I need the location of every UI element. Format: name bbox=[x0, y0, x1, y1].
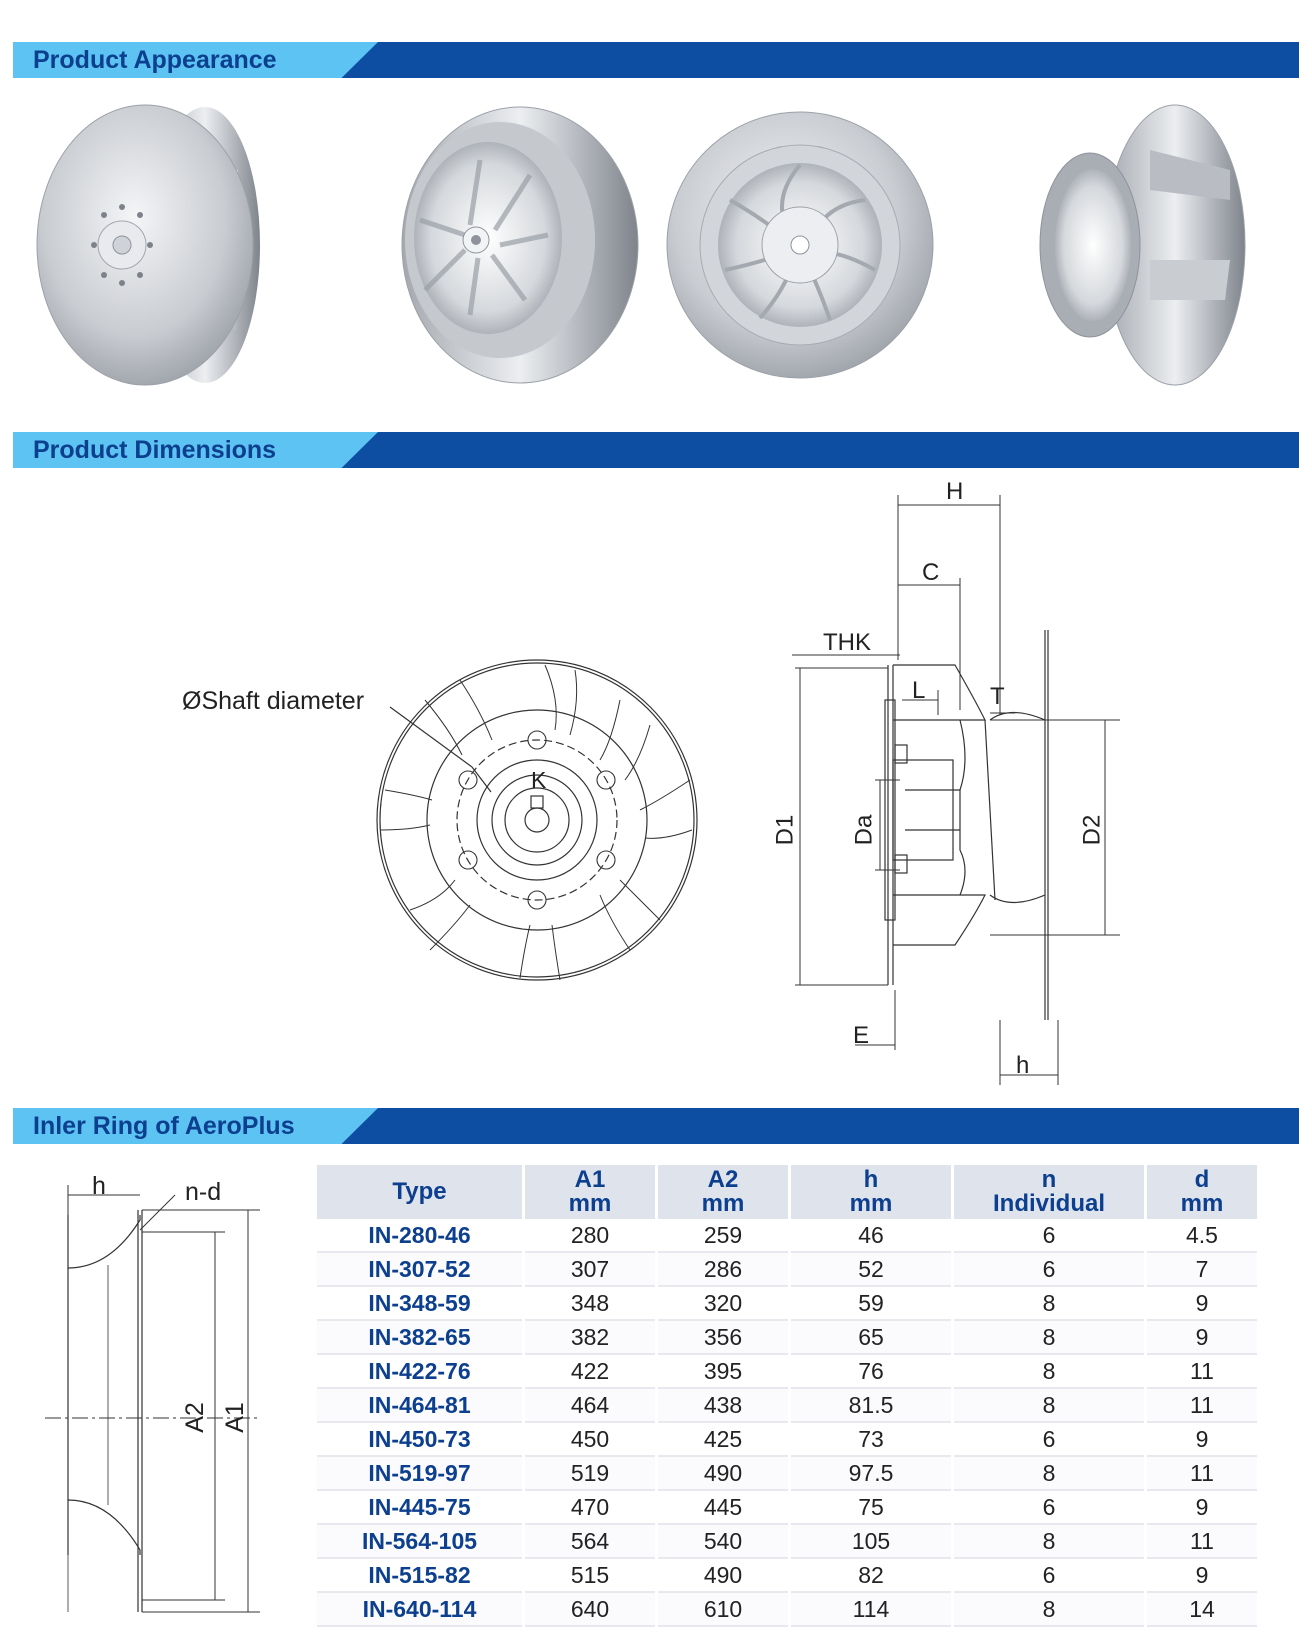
label-K: K bbox=[531, 767, 547, 793]
table-row bbox=[317, 1491, 1257, 1525]
cell-d: 11 bbox=[1147, 1389, 1257, 1423]
section-header-appearance bbox=[13, 42, 1299, 78]
cell-type: IN-280-46 bbox=[317, 1219, 522, 1253]
cell-a2: 610 bbox=[658, 1593, 788, 1627]
impeller-photo-front bbox=[667, 112, 933, 378]
cell-type: IN-307-52 bbox=[317, 1253, 522, 1287]
table-row bbox=[317, 1355, 1257, 1389]
cell-a2: 445 bbox=[658, 1491, 788, 1525]
cell-h: 114 bbox=[791, 1593, 951, 1627]
table-row bbox=[317, 1389, 1257, 1423]
inlet-ring-spec-table bbox=[314, 1165, 1260, 1627]
cell-n: 6 bbox=[954, 1559, 1144, 1593]
cell-a1: 307 bbox=[525, 1253, 655, 1287]
section-header-dimensions bbox=[13, 432, 1299, 468]
table-row bbox=[317, 1457, 1257, 1491]
label-THK: THK bbox=[823, 629, 871, 656]
header-type: Type bbox=[317, 1165, 522, 1219]
cell-n: 8 bbox=[954, 1355, 1144, 1389]
section-title: Product Appearance bbox=[33, 46, 277, 74]
cell-h: 59 bbox=[791, 1287, 951, 1321]
cell-d: 9 bbox=[1147, 1423, 1257, 1457]
cell-d: 14 bbox=[1147, 1593, 1257, 1627]
cell-type: IN-640-114 bbox=[317, 1593, 522, 1627]
table-row bbox=[317, 1423, 1257, 1457]
table-row bbox=[317, 1253, 1257, 1287]
cell-a1: 348 bbox=[525, 1287, 655, 1321]
cell-n: 6 bbox=[954, 1423, 1144, 1457]
impeller-photo-back bbox=[37, 105, 260, 385]
side-section-drawing bbox=[792, 495, 1120, 1085]
cell-a1: 422 bbox=[525, 1355, 655, 1389]
table-row bbox=[317, 1219, 1257, 1253]
cell-type: IN-464-81 bbox=[317, 1389, 522, 1423]
cell-a2: 356 bbox=[658, 1321, 788, 1355]
cell-n: 6 bbox=[954, 1219, 1144, 1253]
label-H: H bbox=[946, 478, 964, 505]
cell-h: 75 bbox=[791, 1491, 951, 1525]
cell-type: IN-519-97 bbox=[317, 1457, 522, 1491]
cell-d: 4.5 bbox=[1147, 1219, 1257, 1253]
cell-d: 7 bbox=[1147, 1253, 1257, 1287]
cell-a2: 438 bbox=[658, 1389, 788, 1423]
cell-h: 46 bbox=[791, 1219, 951, 1253]
label-h: h bbox=[1016, 1052, 1030, 1079]
cell-d: 9 bbox=[1147, 1287, 1257, 1321]
cell-type: IN-422-76 bbox=[317, 1355, 522, 1389]
cell-a1: 564 bbox=[525, 1525, 655, 1559]
cell-type: IN-348-59 bbox=[317, 1287, 522, 1321]
table-row bbox=[317, 1321, 1257, 1355]
cell-a1: 515 bbox=[525, 1559, 655, 1593]
cell-d: 9 bbox=[1147, 1559, 1257, 1593]
cell-n: 6 bbox=[954, 1253, 1144, 1287]
front-view-drawing bbox=[377, 660, 697, 980]
cell-d: 9 bbox=[1147, 1321, 1257, 1355]
label-Da: Da bbox=[850, 814, 878, 846]
label-D2: D2 bbox=[1078, 814, 1106, 846]
ring-label-h: h bbox=[92, 1172, 106, 1200]
cell-type: IN-515-82 bbox=[317, 1559, 522, 1593]
table-row bbox=[317, 1287, 1257, 1321]
cell-a1: 519 bbox=[525, 1457, 655, 1491]
cell-a2: 490 bbox=[658, 1457, 788, 1491]
section-title: Product Dimensions bbox=[33, 436, 277, 464]
header-h: h mm bbox=[791, 1165, 951, 1219]
inlet-ring-drawing bbox=[45, 1185, 260, 1612]
table-row bbox=[317, 1559, 1257, 1593]
cell-h: 82 bbox=[791, 1559, 951, 1593]
table-body bbox=[317, 1219, 1257, 1627]
cell-type: IN-382-65 bbox=[317, 1321, 522, 1355]
cell-n: 8 bbox=[954, 1389, 1144, 1423]
header-a2: A2 mm bbox=[658, 1165, 788, 1219]
cell-n: 8 bbox=[954, 1593, 1144, 1627]
cell-a2: 320 bbox=[658, 1287, 788, 1321]
header-n: n Individual bbox=[954, 1165, 1144, 1219]
cell-a1: 450 bbox=[525, 1423, 655, 1457]
cell-h: 73 bbox=[791, 1423, 951, 1457]
cell-n: 6 bbox=[954, 1491, 1144, 1525]
label-D1: D1 bbox=[771, 814, 799, 846]
cell-a2: 259 bbox=[658, 1219, 788, 1253]
cell-a2: 425 bbox=[658, 1423, 788, 1457]
cell-type: IN-450-73 bbox=[317, 1423, 522, 1457]
cell-d: 11 bbox=[1147, 1525, 1257, 1559]
table-header-row bbox=[317, 1165, 1257, 1219]
label-C: C bbox=[922, 559, 940, 586]
label-E: E bbox=[853, 1022, 870, 1049]
cell-a2: 286 bbox=[658, 1253, 788, 1287]
section-title: Inler Ring of AeroPlus bbox=[33, 1112, 295, 1140]
cell-a2: 540 bbox=[658, 1525, 788, 1559]
cell-a2: 395 bbox=[658, 1355, 788, 1389]
cell-a1: 280 bbox=[525, 1219, 655, 1253]
cell-type: IN-564-105 bbox=[317, 1525, 522, 1559]
cell-n: 8 bbox=[954, 1321, 1144, 1355]
impeller-photo-inlet bbox=[402, 107, 638, 383]
cell-h: 81.5 bbox=[791, 1389, 951, 1423]
ring-label-A1: A1 bbox=[220, 1402, 249, 1433]
cell-type: IN-445-75 bbox=[317, 1491, 522, 1525]
cell-a1: 382 bbox=[525, 1321, 655, 1355]
cell-d: 9 bbox=[1147, 1491, 1257, 1525]
cell-a2: 490 bbox=[658, 1559, 788, 1593]
cell-d: 11 bbox=[1147, 1457, 1257, 1491]
cell-n: 8 bbox=[954, 1457, 1144, 1491]
ring-label-nd: n-d bbox=[185, 1178, 222, 1206]
section-header-inlet-ring bbox=[13, 1108, 1299, 1144]
cell-n: 8 bbox=[954, 1525, 1144, 1559]
cell-a1: 464 bbox=[525, 1389, 655, 1423]
table-row bbox=[317, 1525, 1257, 1559]
header-d: d mm bbox=[1147, 1165, 1257, 1219]
cell-h: 52 bbox=[791, 1253, 951, 1287]
label-T: T bbox=[990, 683, 1005, 710]
cell-h: 65 bbox=[791, 1321, 951, 1355]
cell-h: 76 bbox=[791, 1355, 951, 1389]
cell-d: 11 bbox=[1147, 1355, 1257, 1389]
label-shaft-diameter: ØShaft diameter bbox=[182, 687, 365, 715]
impeller-photo-side bbox=[1040, 105, 1245, 385]
cell-n: 8 bbox=[954, 1287, 1144, 1321]
cell-a1: 640 bbox=[525, 1593, 655, 1627]
cell-a1: 470 bbox=[525, 1491, 655, 1525]
header-a1: A1 mm bbox=[525, 1165, 655, 1219]
cell-h: 97.5 bbox=[791, 1457, 951, 1491]
label-L: L bbox=[912, 677, 926, 704]
ring-label-A2: A2 bbox=[180, 1402, 209, 1433]
table-row bbox=[317, 1593, 1257, 1627]
cell-h: 105 bbox=[791, 1525, 951, 1559]
